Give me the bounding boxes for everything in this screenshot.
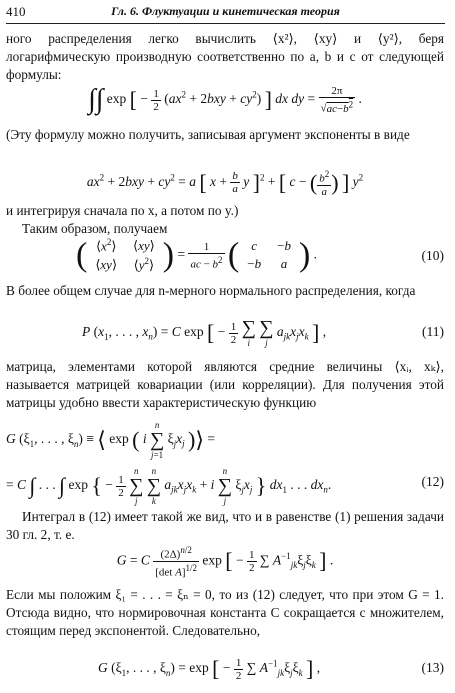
page-number: 410 bbox=[6, 4, 26, 19]
paragraph-2: (Эту формулу можно получить, записывая аргумент экспоненты в виде bbox=[6, 127, 410, 142]
equation-number-12: (12) bbox=[421, 474, 444, 489]
equation-number-13: (13) bbox=[421, 660, 444, 675]
paragraph-1: ного распределения легко вычислить ⟨x²⟩, ⟨xy⟩ и ⟨y²⟩, беря логарифмическую производную соответственно по a, b и c от следующей формулы: bbox=[6, 31, 444, 82]
equation-number-10: (10) bbox=[421, 248, 444, 263]
formula-13: G ($\xi_1$, . . . , $\xi_n) = \exp$ [ − $\frac{1}{2}$ ∑ $A^{-1}_{jk}\xi_j\xi_k$ ] , (13) bbox=[98, 656, 444, 682]
paragraph-3: и интегрируя сначала по x, а потом по y.) bbox=[6, 203, 239, 218]
paragraph-8: Если мы положим ξ₁ = . . . = ξₙ = 0, то из (12) следует, что при этом G = 1. Отсюда видно, что нормировочная константа C сокращается с множителем, стоящим перед экспонентой. Следовательно, bbox=[6, 587, 444, 638]
paragraph-7: Интеграл в (12) имеет такой же вид, что и в равенстве (1) решения задачи 30 гл. 2, т. е. bbox=[6, 509, 444, 542]
running-title: Гл. 6. Флуктуации и кинетическая теория bbox=[111, 4, 340, 18]
formula-11: P ($x_1$, . . . , $x_n) = C$ exp [ − $\frac{1}{2}$ ∑ i ∑ j $a_{jk}x_jx_k$ ] , (11) bbox=[82, 317, 444, 348]
formula-completed-square: $ax^2 + 2bxy + cy^2 = a$ [ x + $\frac{b}{a}$ y ]$^2$ + [ c − ( $\frac{b^2}{a}$ ) ] $y^2$ bbox=[86, 169, 364, 198]
paragraph-4: Таким образом, получаем bbox=[22, 221, 168, 236]
paragraph-5: В более общем случае для n-мерного нормального распределения, когда bbox=[6, 283, 416, 298]
formula-12-line-2: = C ∫ . . . ∫ exp { − $\frac{1}{2}$ n ∑ j n ∑ k $a_{jk}x_jx_k + i$ n ∑ j $\xi_jx_j$ } $dx_1$ . . . $dx_n$. (12) bbox=[6, 466, 444, 506]
paragraph-6: матрица, элементами которой являются средние величины ⟨xᵢ, xₖ⟩, называется матрицей ковариации (или корреляции). Для получения этой матрицы удобно ввести характеристическую функцию bbox=[6, 359, 444, 410]
running-header bbox=[6, 3, 445, 24]
formula-10: ( $⟨x^2⟩$ ⟨xy⟩ ⟨xy⟩ $⟨y^2⟩$ ) = $\frac{1}{ac - b^2}$ ( c −b −b a ) . (10) bbox=[76, 236, 444, 274]
formula-12-line-1: G ($\xi_1$, . . . , $\xi_n$) ≡ ⟨ exp ( i n ∑ j=1 $\xi_jx_j$ )⟩ = bbox=[6, 420, 215, 460]
formula-characteristic-result: G = C $\frac{(2\Delta)^{n/2}}{[\det A]^{1/2}}$ exp [ − $\frac{1}{2}$ ∑ $A^{-1}_{jk}\xi_j\xi_k$ ] . bbox=[116, 545, 334, 579]
equation-number-11: (11) bbox=[422, 324, 444, 339]
formula-gaussian-integral: ∫∫ exp [ − $\frac{1}{2}$ $(ax^2 + 2bxy + cy^2)$ ] dx dy = $\frac{2\pi}{√ac-b^2}$ . bbox=[88, 84, 362, 115]
